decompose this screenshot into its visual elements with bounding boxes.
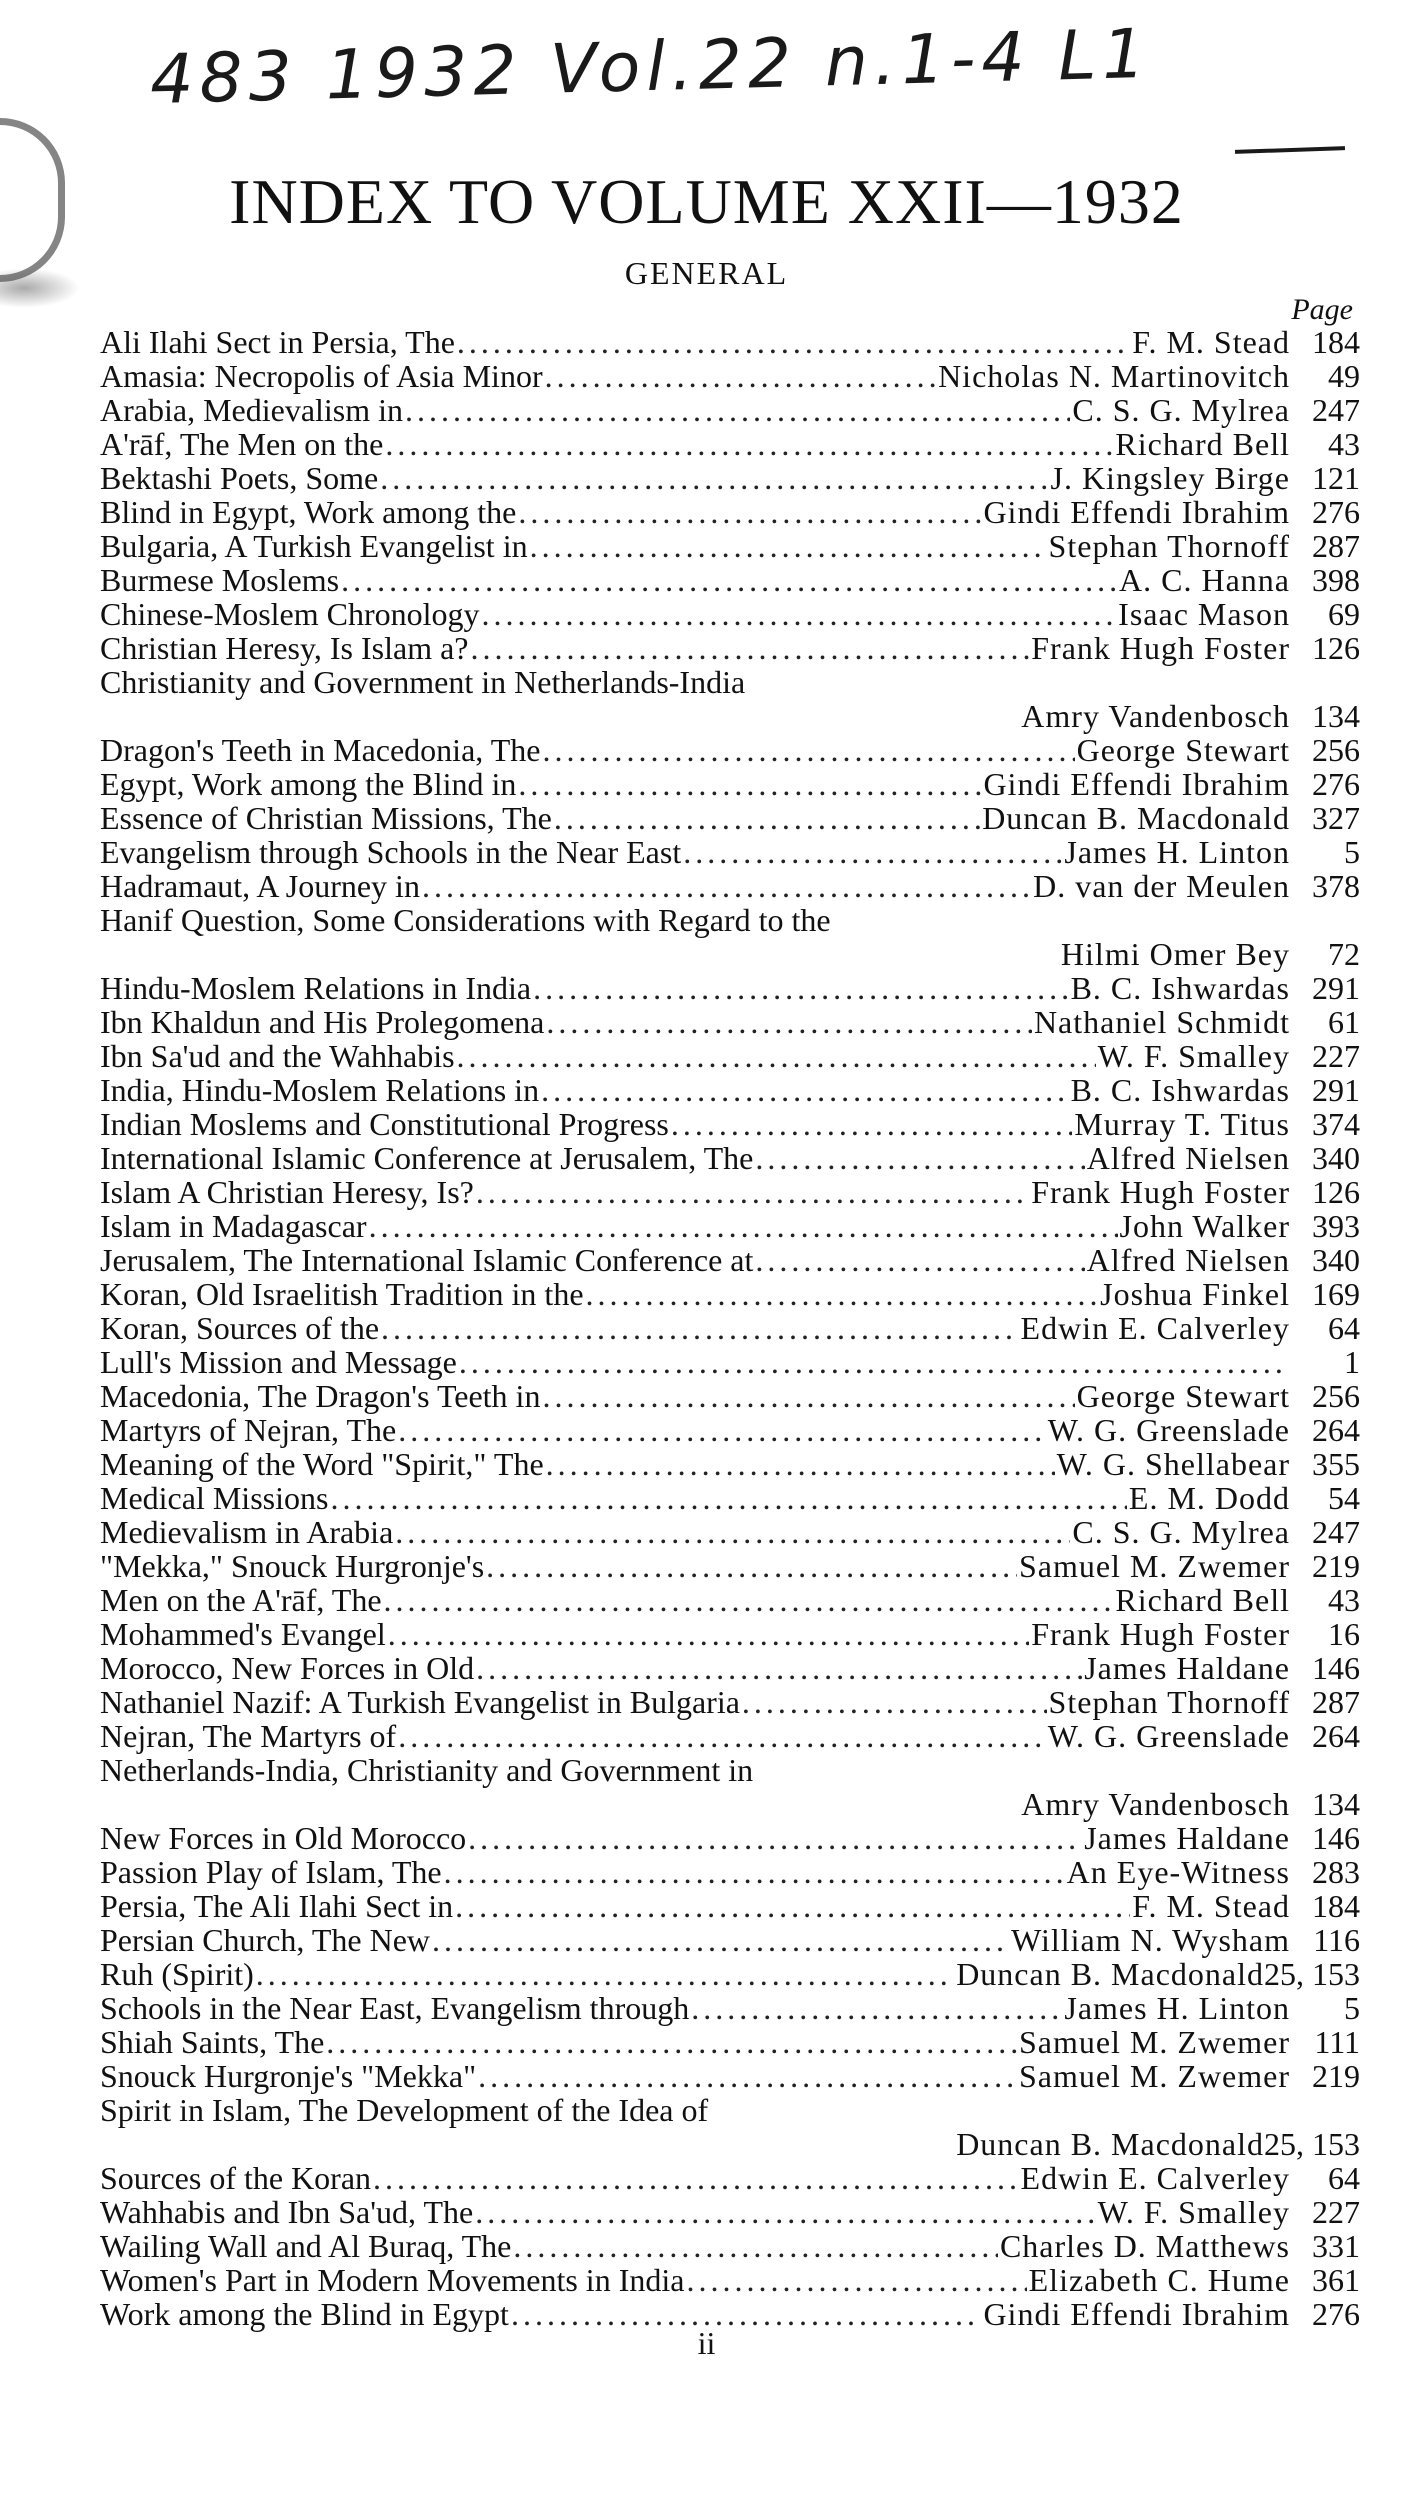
index-entry-continuation: [100, 2127, 1360, 2161]
dot-leader: [373, 2161, 1018, 2195]
index-entry: [100, 1719, 1360, 1753]
dot-leader: [256, 1957, 954, 1991]
dot-leader: [546, 1005, 1032, 1039]
handwritten-underline: [1235, 146, 1345, 154]
dot-leader: [683, 835, 1062, 869]
dot-leader: [586, 1277, 1099, 1311]
dot-leader: [554, 801, 980, 835]
index-entry: [100, 563, 1360, 597]
entry-author: Samuel M. Zwemer: [1018, 2058, 1290, 2094]
entry-author: W. G. Greenslade: [1047, 1412, 1290, 1448]
entry-page-number: 25, 153: [1264, 1956, 1360, 1992]
entry-author: James Haldane: [1084, 1820, 1290, 1856]
entry-author: Amry Vandenbosch: [1021, 698, 1290, 734]
entry-page-number: 283: [1312, 1854, 1360, 1890]
entry-page-number: 64: [1328, 2160, 1360, 2196]
entry-subject: Nathaniel Nazif: A Turkish Evangelist in Bulgaria: [100, 1684, 740, 1720]
dot-leader: [444, 1855, 1065, 1889]
entry-page-number: 378: [1312, 868, 1360, 904]
entry-page-number: 5: [1344, 1990, 1360, 2026]
index-entry: [100, 2195, 1360, 2229]
entry-subject: Morocco, New Forces in Old: [100, 1650, 475, 1686]
dot-leader: [691, 1991, 1062, 2025]
entry-page-number: 134: [1312, 698, 1360, 734]
index-entry: [100, 733, 1360, 767]
entry-author: W. F. Smalley: [1097, 1038, 1290, 1074]
dot-leader: [518, 495, 981, 529]
index-entry: [100, 1515, 1360, 1549]
dot-leader: [755, 1243, 1084, 1277]
entry-page-number: 126: [1312, 1174, 1360, 1210]
dot-leader: [405, 393, 1070, 427]
entry-subject: Snouck Hurgronje's "Mekka": [100, 2058, 477, 2094]
index-entry: [100, 1855, 1360, 1889]
index-entry: [100, 2025, 1360, 2059]
dot-leader: [398, 1719, 1046, 1753]
dot-leader: [542, 733, 1074, 767]
entry-subject: Ibn Khaldun and His Prolegomena: [100, 1004, 545, 1040]
entry-author: Alfred Nielsen: [1086, 1242, 1290, 1278]
entry-page-number: 361: [1312, 2262, 1360, 2298]
entry-page-number: 219: [1312, 2058, 1360, 2094]
entry-page-number: 398: [1312, 562, 1360, 598]
index-entry: [100, 1277, 1360, 1311]
index-entry: [100, 2229, 1360, 2263]
dot-leader: [686, 2263, 1026, 2297]
entry-subject: Evangelism through Schools in the Near East: [100, 834, 682, 870]
index-entry: [100, 869, 1360, 903]
entry-author: Alfred Nielsen: [1086, 1140, 1290, 1176]
entry-page-number: 61: [1328, 1004, 1360, 1040]
entry-author: Nathaniel Schmidt: [1033, 1004, 1290, 1040]
dot-leader: [545, 359, 936, 393]
dot-leader: [457, 325, 1130, 359]
entry-page-number: 43: [1328, 426, 1360, 462]
index-entry: [100, 1039, 1360, 1073]
index-entry: [100, 767, 1360, 801]
dot-leader: [330, 1481, 1126, 1515]
entry-author: Samuel M. Zwemer: [1018, 1548, 1290, 1584]
index-entry: [100, 2093, 1360, 2127]
index-entry: [100, 427, 1360, 461]
entry-subject: Indian Moslems and Constitutional Progress: [100, 1106, 669, 1142]
index-entry: [100, 2059, 1360, 2093]
entry-author: C. S. G. Mylrea: [1072, 392, 1290, 428]
dot-leader: [486, 1549, 1017, 1583]
entry-page-number: 126: [1312, 630, 1360, 666]
entry-page-number: 5: [1344, 834, 1360, 870]
entry-page-number: 247: [1312, 392, 1360, 428]
index-entry: [100, 1005, 1360, 1039]
entry-author: George Stewart: [1076, 732, 1290, 768]
entry-author: Duncan B. Macdonald: [956, 2126, 1264, 2162]
index-entry-continuation: [100, 937, 1360, 971]
dot-leader: [395, 1515, 1070, 1549]
dot-leader: [380, 461, 1048, 495]
entry-page-number: 247: [1312, 1514, 1360, 1550]
dot-leader: [422, 869, 1031, 903]
entry-subject: Ruh (Spirit): [100, 1956, 254, 1992]
entry-page-number: 276: [1312, 494, 1360, 530]
entry-subject: Bulgaria, A Turkish Evangelist in: [100, 528, 528, 564]
entry-subject: Medical Missions: [100, 1480, 329, 1516]
entry-subject: Macedonia, The Dragon's Teeth in: [100, 1378, 541, 1414]
entry-page-number: 264: [1312, 1412, 1360, 1448]
entry-author: C. S. G. Mylrea: [1072, 1514, 1290, 1550]
entry-author: F. M. Stead: [1132, 324, 1290, 360]
entry-page-number: 184: [1312, 1888, 1360, 1924]
entry-subject: Martyrs of Nejran, The: [100, 1412, 397, 1448]
entry-page-number: 393: [1312, 1208, 1360, 1244]
entry-page-number: 219: [1312, 1548, 1360, 1584]
entry-author: Richard Bell: [1115, 1582, 1290, 1618]
entry-page-number: 169: [1312, 1276, 1360, 1312]
entry-subject: Passion Play of Islam, The: [100, 1854, 442, 1890]
dot-leader: [470, 631, 1029, 665]
index-entry: [100, 359, 1360, 393]
entry-subject: Netherlands-India, Christianity and Government in: [100, 1752, 754, 1788]
entry-author: Joshua Finkel: [1100, 1276, 1290, 1312]
entry-subject: Essence of Christian Missions, The: [100, 800, 552, 836]
entry-author: W. G. Shellabear: [1056, 1446, 1290, 1482]
entry-subject: Lull's Mission and Message: [100, 1344, 457, 1380]
entry-page-number: 72: [1328, 936, 1360, 972]
index-entry: [100, 1209, 1360, 1243]
dot-leader: [541, 1073, 1069, 1107]
entry-page-number: 355: [1312, 1446, 1360, 1482]
dot-leader: [533, 971, 1069, 1005]
dot-leader: [468, 1821, 1082, 1855]
entry-subject: Medievalism in Arabia: [100, 1514, 394, 1550]
index-entry: [100, 1107, 1360, 1141]
dot-leader: [546, 1447, 1055, 1481]
index-entry: [100, 1481, 1360, 1515]
entry-page-number: 146: [1312, 1820, 1360, 1856]
entry-page-number: 1: [1344, 1344, 1360, 1380]
entry-author: James Haldane: [1084, 1650, 1290, 1686]
entry-author: W. F. Smalley: [1097, 2194, 1290, 2230]
index-entry: [100, 1243, 1360, 1277]
entry-author: Isaac Mason: [1118, 596, 1290, 632]
entry-author: Duncan B. Macdonald: [956, 1956, 1264, 1992]
entry-author: Nicholas N. Martinovitch: [938, 358, 1290, 394]
dot-leader: [384, 1583, 1114, 1617]
entry-page-number: 276: [1312, 766, 1360, 802]
entry-author: Elizabeth C. Hume: [1028, 2262, 1290, 2298]
dot-leader: [478, 2059, 1017, 2093]
entry-author: Stephan Thornoff: [1048, 1684, 1290, 1720]
entry-page-number: 227: [1312, 2194, 1360, 2230]
index-entry: [100, 325, 1360, 359]
entry-subject: Islam A Christian Heresy, Is?: [100, 1174, 474, 1210]
entry-subject: Ibn Sa'ud and the Wahhabis: [100, 1038, 455, 1074]
entry-subject: Nejran, The Martyrs of: [100, 1718, 397, 1754]
entry-page-number: 121: [1312, 460, 1360, 496]
index-entry: [100, 1175, 1360, 1209]
entry-page-number: 264: [1312, 1718, 1360, 1754]
dot-leader: [518, 767, 981, 801]
entry-page-number: 69: [1328, 596, 1360, 632]
entry-author: Duncan B. Macdonald: [982, 800, 1290, 836]
entry-author: Gindi Effendi Ibrahim: [983, 494, 1290, 530]
entry-subject: Wailing Wall and Al Buraq, The: [100, 2228, 512, 2264]
index-entry: [100, 631, 1360, 665]
dot-leader: [671, 1107, 1073, 1141]
index-entry: [100, 1141, 1360, 1175]
entry-subject: Bektashi Poets, Some: [100, 460, 379, 496]
dot-leader: [369, 1209, 1118, 1243]
entry-subject: Sources of the Koran: [100, 2160, 372, 2196]
dot-leader: [398, 1413, 1046, 1447]
dot-leader: [742, 1685, 1047, 1719]
index-entry: [100, 903, 1360, 937]
index-entry: [100, 2263, 1360, 2297]
index-entry: [100, 801, 1360, 835]
entry-subject: Men on the A'rāf, The: [100, 1582, 382, 1618]
entry-author: Murray T. Titus: [1074, 1106, 1290, 1142]
entry-subject: Islam in Madagascar: [100, 1208, 367, 1244]
entry-subject: International Islamic Conference at Jerusalem, The: [100, 1140, 754, 1176]
entry-author: D. van der Meulen: [1033, 868, 1290, 904]
page-title: INDEX TO VOLUME XXII—1932: [229, 166, 1184, 237]
entry-subject: Egypt, Work among the Blind in: [100, 766, 517, 802]
entry-author: W. G. Greenslade: [1047, 1718, 1290, 1754]
index-entry: [100, 1583, 1360, 1617]
index-entry: [100, 971, 1360, 1005]
entry-subject: Chinese-Moslem Chronology: [100, 596, 480, 632]
entry-subject: Spirit in Islam, The Development of the Idea of: [100, 2092, 709, 2128]
entry-subject: Women's Part in Modern Movements in India: [100, 2262, 685, 2298]
entry-author: James H. Linton: [1064, 834, 1290, 870]
entry-author: B. C. Ishwardas: [1070, 970, 1290, 1006]
dot-leader: [530, 529, 1047, 563]
entry-subject: Ali Ilahi Sect in Persia, The: [100, 324, 455, 360]
entry-page-number: 340: [1312, 1242, 1360, 1278]
entry-subject: Koran, Sources of the: [100, 1310, 380, 1346]
index-entry: [100, 835, 1360, 869]
entry-author: A. C. Hanna: [1119, 562, 1290, 598]
entry-subject: Schools in the Near East, Evangelism through: [100, 1990, 690, 2026]
entry-subject: Shiah Saints, The: [100, 2024, 325, 2060]
entry-page-number: 327: [1312, 800, 1360, 836]
entry-author: An Eye-Witness: [1066, 1854, 1290, 1890]
index-entry: [100, 495, 1360, 529]
entry-author: Charles D. Matthews: [999, 2228, 1290, 2264]
entry-page-number: 43: [1328, 1582, 1360, 1618]
entry-subject: Persia, The Ali Ilahi Sect in: [100, 1888, 454, 1924]
entry-subject: India, Hindu-Moslem Relations in: [100, 1072, 540, 1108]
entry-author: Gindi Effendi Ibrahim: [983, 2296, 1290, 2332]
entry-page-number: 111: [1314, 2024, 1360, 2060]
dot-leader: [476, 1651, 1082, 1685]
entry-page-number: 287: [1312, 1684, 1360, 1720]
entry-subject: A'rāf, The Men on the: [100, 426, 384, 462]
dot-leader: [326, 2025, 1017, 2059]
entry-author: E. M. Dodd: [1128, 1480, 1290, 1516]
entry-page-number: 331: [1312, 2228, 1360, 2264]
entry-author: Edwin E. Calverley: [1020, 2160, 1290, 2196]
entry-author: Stephan Thornoff: [1048, 528, 1290, 564]
dot-leader: [476, 1175, 1029, 1209]
index-entry: [100, 1957, 1360, 1991]
dot-leader: [455, 1889, 1130, 1923]
entry-subject: Wahhabis and Ibn Sa'ud, The: [100, 2194, 474, 2230]
entry-author: Frank Hugh Foster: [1031, 1616, 1290, 1652]
dot-leader: [385, 427, 1113, 461]
index-entry: [100, 461, 1360, 495]
index-entry: [100, 665, 1360, 699]
entry-author: Frank Hugh Foster: [1031, 630, 1290, 666]
index-entry: [100, 393, 1360, 427]
section-heading: GENERAL: [624, 255, 789, 291]
entry-page-number: 49: [1328, 358, 1360, 394]
entry-page-number: 227: [1312, 1038, 1360, 1074]
entry-subject: Christianity and Government in Netherlands-India: [100, 664, 746, 700]
page-folio: ii: [697, 2325, 716, 2361]
dot-leader: [432, 1923, 1009, 1957]
entry-author: George Stewart: [1076, 1378, 1290, 1414]
entry-author: Hilmi Omer Bey: [1060, 936, 1290, 972]
entry-subject: Arabia, Medievalism in: [100, 392, 404, 428]
entry-page-number: 54: [1328, 1480, 1360, 1516]
index-entry: [100, 1311, 1360, 1345]
dot-leader: [755, 1141, 1084, 1175]
entry-subject: Christian Heresy, Is Islam a?: [100, 630, 469, 666]
index-entry: [100, 1073, 1360, 1107]
entry-subject: Blind in Egypt, Work among the: [100, 494, 517, 530]
entry-subject: Dragon's Teeth in Macedonia, The: [100, 732, 541, 768]
entry-page-number: 256: [1312, 1378, 1360, 1414]
dot-leader: [459, 1345, 1288, 1379]
entry-page-number: 291: [1312, 1072, 1360, 1108]
handwritten-annotation: 483 1932 Vol.22 n.1-4 L1: [149, 14, 1153, 121]
entry-author: Frank Hugh Foster: [1031, 1174, 1290, 1210]
index-entry: [100, 1991, 1360, 2025]
dot-leader: [542, 1379, 1074, 1413]
entry-subject: Work among the Blind in Egypt: [100, 2296, 509, 2332]
index-entry: [100, 1889, 1360, 1923]
entry-author: Samuel M. Zwemer: [1018, 2024, 1290, 2060]
index-entry: [100, 1923, 1360, 1957]
dot-leader: [388, 1617, 1030, 1651]
entry-author: Gindi Effendi Ibrahim: [983, 766, 1290, 802]
entry-subject: Amasia: Necropolis of Asia Minor: [100, 358, 543, 394]
dot-leader: [482, 597, 1117, 631]
entry-page-number: 340: [1312, 1140, 1360, 1176]
index-entries-list: [100, 325, 1360, 2331]
index-entry: [100, 2161, 1360, 2195]
index-entry: [100, 1447, 1360, 1481]
index-entry: [100, 1379, 1360, 1413]
entry-page-number: 64: [1328, 1310, 1360, 1346]
entry-page-number: 146: [1312, 1650, 1360, 1686]
entry-author: Edwin E. Calverley: [1020, 1310, 1290, 1346]
entry-author: John Walker: [1119, 1208, 1290, 1244]
entry-page-number: 276: [1312, 2296, 1360, 2332]
dot-leader: [341, 563, 1117, 597]
dot-leader: [475, 2195, 1095, 2229]
entry-page-number: 184: [1312, 324, 1360, 360]
entry-author: F. M. Stead: [1132, 1888, 1290, 1924]
dot-leader: [513, 2229, 998, 2263]
entry-subject: Meaning of the Word "Spirit," The: [100, 1446, 544, 1482]
entry-subject: Jerusalem, The International Islamic Conference at: [100, 1242, 754, 1278]
entry-page-number: 16: [1328, 1616, 1360, 1652]
index-entry: [100, 1821, 1360, 1855]
index-entry: [100, 1549, 1360, 1583]
entry-page-number: 256: [1312, 732, 1360, 768]
index-entry: [100, 1413, 1360, 1447]
entry-subject: Hanif Question, Some Considerations with Regard to the: [100, 902, 831, 938]
entry-author: Richard Bell: [1115, 426, 1290, 462]
entry-subject: Koran, Old Israelitish Tradition in the: [100, 1276, 584, 1312]
entry-author: B. C. Ishwardas: [1070, 1072, 1290, 1108]
index-entry: [100, 1617, 1360, 1651]
entry-subject: New Forces in Old Morocco: [100, 1820, 467, 1856]
index-entry: [100, 1345, 1360, 1379]
index-entry: [100, 597, 1360, 631]
index-entry: [100, 1753, 1360, 1787]
entry-subject: "Mekka," Snouck Hurgronje's: [100, 1548, 485, 1584]
entry-page-number: 291: [1312, 970, 1360, 1006]
entry-page-number: 116: [1313, 1922, 1360, 1958]
index-entry: [100, 1685, 1360, 1719]
entry-page-number: 287: [1312, 528, 1360, 564]
entry-page-number: 374: [1312, 1106, 1360, 1142]
entry-subject: Hadramaut, A Journey in: [100, 868, 420, 904]
dot-leader: [381, 1311, 1018, 1345]
entry-author: William N. Wysham: [1011, 1922, 1290, 1958]
entry-page-number: 134: [1312, 1786, 1360, 1822]
entry-page-number: 25, 153: [1264, 2126, 1360, 2162]
entry-subject: Mohammed's Evangel: [100, 1616, 386, 1652]
entry-author: J. Kingsley Birge: [1050, 460, 1290, 496]
index-entry: [100, 529, 1360, 563]
entry-subject: Hindu-Moslem Relations in India: [100, 970, 532, 1006]
entry-author: Amry Vandenbosch: [1021, 1786, 1290, 1822]
index-entry-continuation: [100, 1787, 1360, 1821]
index-entry: [100, 1651, 1360, 1685]
index-entry-continuation: [100, 699, 1360, 733]
entry-author: James H. Linton: [1064, 1990, 1290, 2026]
page-column-label: Page: [1291, 293, 1353, 326]
entry-subject: Persian Church, The New: [100, 1922, 430, 1958]
dot-leader: [457, 1039, 1096, 1073]
entry-subject: Burmese Moslems: [100, 562, 340, 598]
